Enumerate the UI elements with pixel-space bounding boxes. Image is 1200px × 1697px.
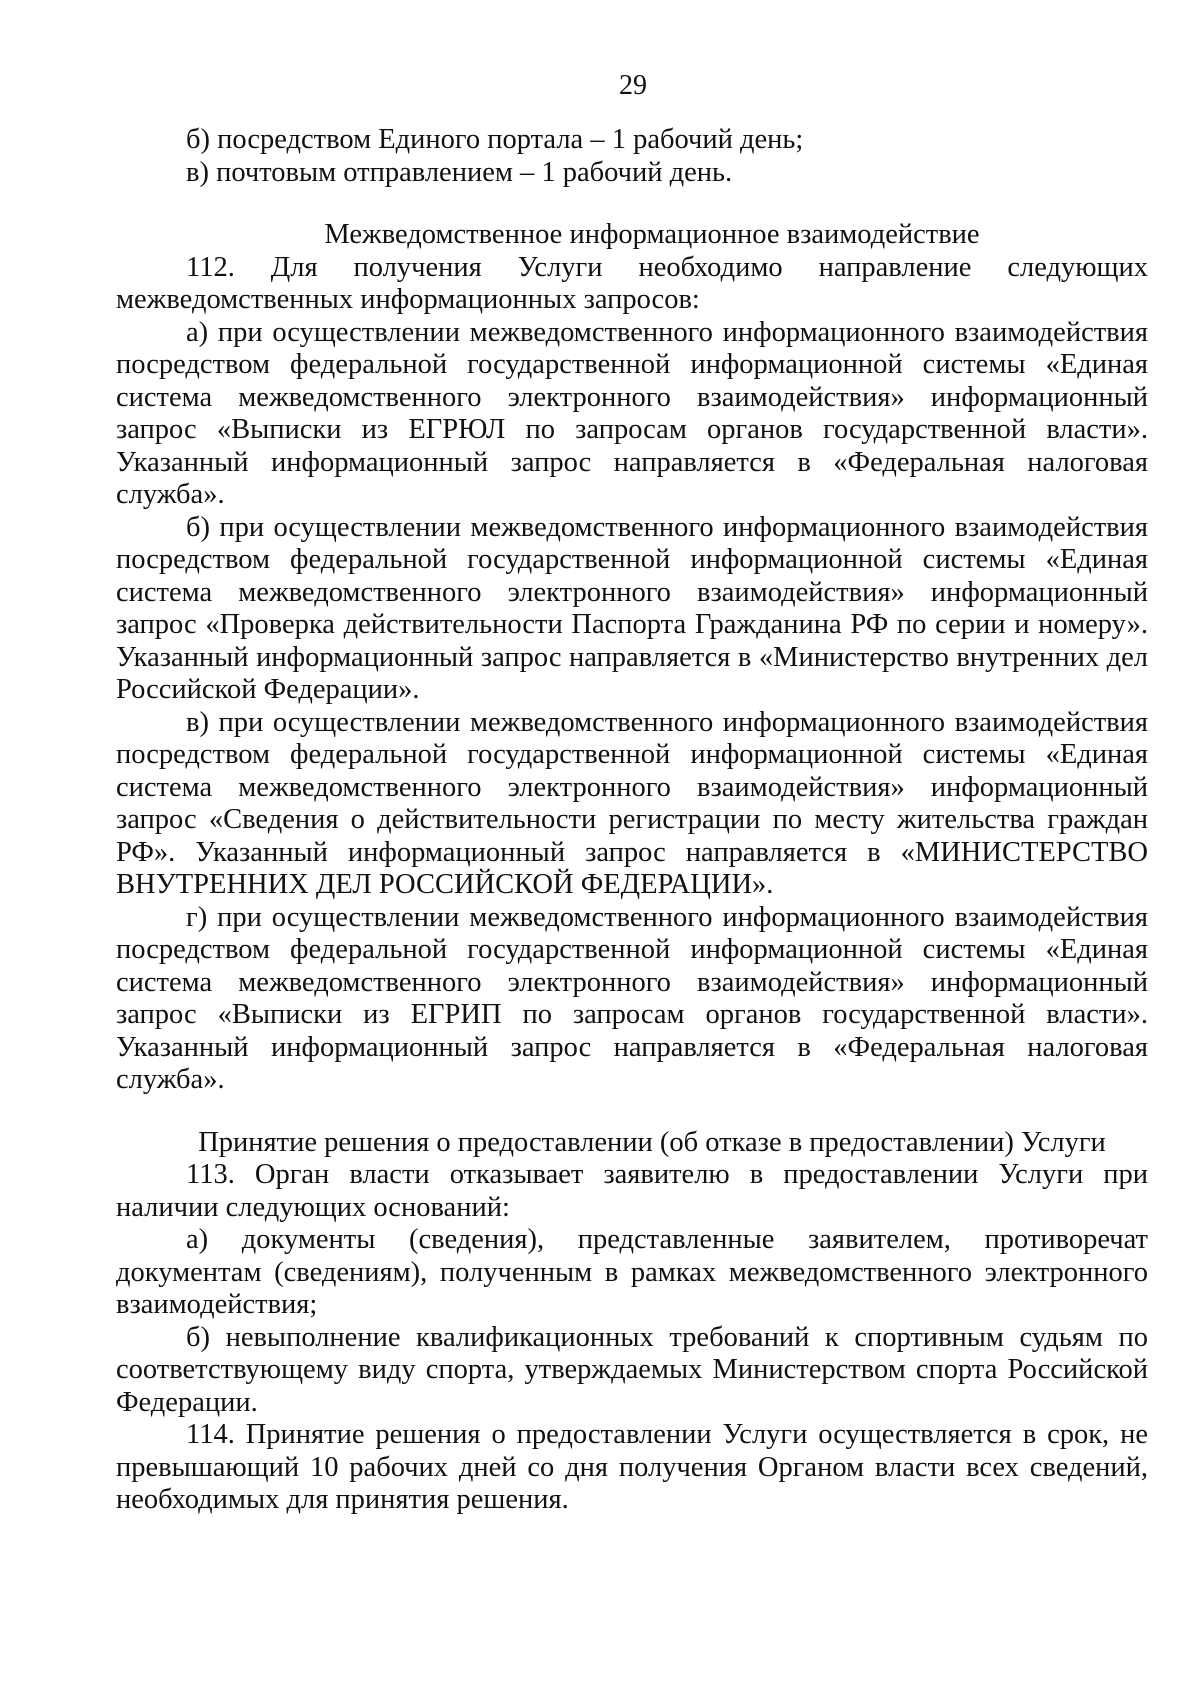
document-body: [116, 124, 1148, 1517]
paragraph: а) документы (сведения), представленные заявителем, противоречат документам (сведениям), полученным в рамках межведомственного электронного взаимодействия;: [116, 1224, 1148, 1320]
paragraph: в) при осуществлении межведомственного информационного взаимодействия посредством федеральной государственной информационной системы «Единая система межведомственного электронного взаимодействия» информационный запрос «Сведения о действительности регистрации по месту жительства граждан РФ». Указанный информационный запрос направляется в «МИНИСТЕРСТВО ВНУТРЕННИХ ДЕЛ РОССИЙСКОЙ ФЕДЕРАЦИИ».: [116, 706, 1148, 900]
paragraph: 113. Орган власти отказывает заявителю в предоставлении Услуги при наличии следующих оснований:: [116, 1159, 1148, 1223]
page-number: 29: [619, 70, 647, 101]
section-gap: [116, 1097, 1148, 1127]
section-heading: Межведомственное информационное взаимодействие: [324, 219, 980, 250]
paragraph: 112. Для получения Услуги необходимо направление следующих межведомственных информационных запросов:: [116, 251, 1148, 315]
paragraph: в) почтовым отправлением – 1 рабочий день.: [186, 156, 733, 188]
section-gap: [116, 189, 1148, 219]
paragraph: г) при осуществлении межведомственного информационного взаимодействия посредством федеральной государственной информационной системы «Единая система межведомственного электронного взаимодействия» информационный запрос «Выписки из ЕГРИП по запросам органов государственной власти». Указанный информационный запрос направляется в «Федеральная налоговая служба».: [116, 901, 1148, 1095]
paragraph: б) при осуществлении межведомственного информационного взаимодействия посредством федеральной государственной информационной системы «Единая система межведомственного электронного взаимодействия» информационный запрос «Проверка действительности Паспорта Гражданина РФ по серии и номеру». Указанный информационный запрос направляется в «Министерство внутренних дел Российской Федерации».: [116, 511, 1148, 705]
paragraph: б) посредством Единого портала – 1 рабочий день;: [186, 124, 804, 155]
paragraph: б) невыполнение квалификационных требований к спортивным судьям по соответствующему виду спорта, утверждаемых Министерством спорта Российской Федерации.: [116, 1321, 1148, 1418]
paragraph: 114. Принятие решения о предоставлении Услуги осуществляется в срок, не превышающий 10 рабочих дней со дня получения Органом власти всех сведений, необходимых для принятия решения.: [116, 1419, 1148, 1515]
paragraph: а) при осуществлении межведомственного информационного взаимодействия посредством федеральной государственной информационной системы «Единая система межведомственного электронного взаимодействия» информационный запрос «Выписки из ЕГРЮЛ по запросам органов государственной власти». Указанный информационный запрос направляется в «Федеральная налоговая служба».: [116, 316, 1148, 510]
section-heading: Принятие решения о предоставлении (об отказе в предоставлении) Услуги: [198, 1126, 1106, 1158]
